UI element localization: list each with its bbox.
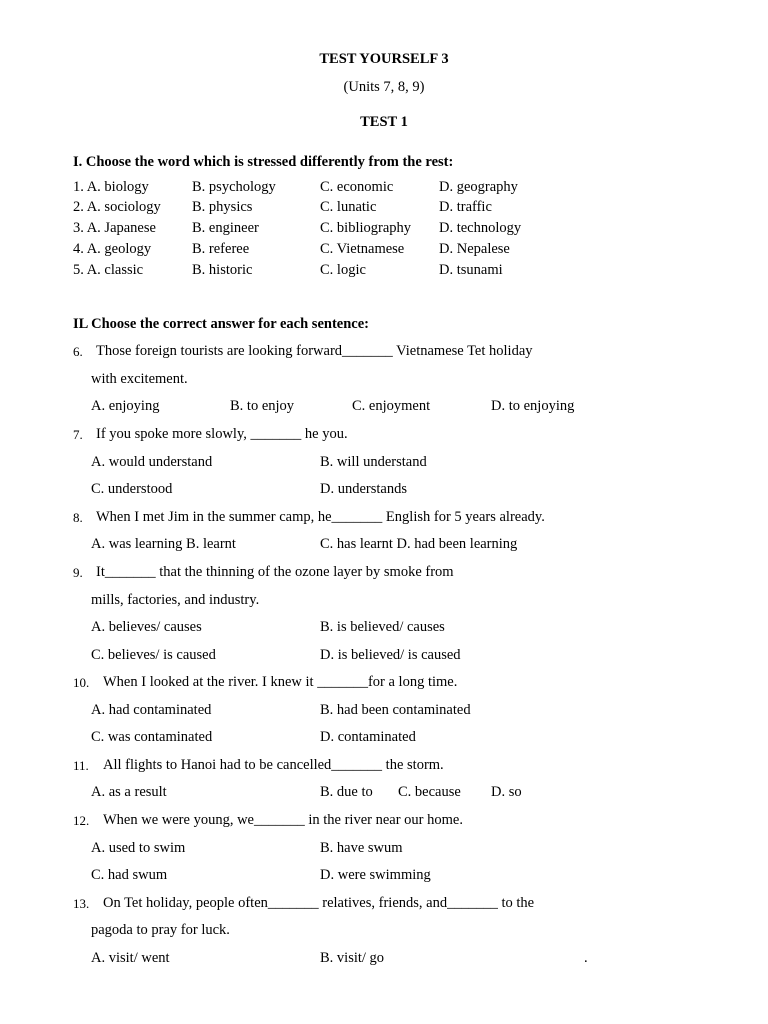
- test-title: TEST YOURSELF 3: [319, 51, 449, 67]
- question-number: 7.: [73, 427, 83, 442]
- test-number: TEST 1: [360, 114, 408, 130]
- option-a: A. as a result: [91, 784, 167, 800]
- option-a: 2. A. sociology: [73, 199, 161, 215]
- options-a-b: A. was learning B. learnt: [91, 536, 236, 552]
- question-text: When we were young, we_______ in the river near our home.: [103, 812, 463, 828]
- option-c: C. enjoyment: [352, 398, 431, 414]
- options-c-d: C. has learnt D. had been learning: [320, 536, 518, 552]
- question-text: It_______ that the thinning of the ozone layer by smoke from: [96, 564, 454, 580]
- option-d: D. tsunami: [439, 262, 503, 278]
- option-d: D. technology: [439, 220, 522, 236]
- option-a: 1. A. biology: [73, 179, 149, 195]
- option-b: B. is believed/ causes: [320, 619, 445, 635]
- question-text: Those foreign tourists are looking forward_______ Vietnamese Tet holiday: [96, 343, 533, 359]
- option-c: C. economic: [320, 179, 394, 195]
- option-b: B. physics: [192, 199, 253, 215]
- option-c: C. was contaminated: [91, 729, 213, 745]
- option-d: D. geography: [439, 179, 518, 195]
- question-text: If you spoke more slowly, _______ he you.: [96, 426, 348, 442]
- section-1-heading: I. Choose the word which is stressed differently from the rest:: [73, 154, 454, 170]
- option-b: B. historic: [192, 262, 253, 278]
- option-b: B. will understand: [320, 454, 427, 470]
- option-d: D. contaminated: [320, 729, 416, 745]
- option-a: 5. A. classic: [73, 262, 144, 278]
- option-b: B. engineer: [192, 220, 259, 236]
- option-a: 3. A. Japanese: [73, 220, 156, 236]
- option-d: D. to enjoying: [491, 398, 575, 414]
- question-number: 13.: [73, 896, 90, 911]
- option-d: D. Nepalese: [439, 241, 510, 257]
- option-b: B. have swum: [320, 840, 403, 856]
- option-a: A. used to swim: [91, 840, 186, 856]
- option-b: B. psychology: [192, 179, 276, 195]
- question-number: 12.: [73, 813, 90, 828]
- option-c: C. believes/ is caused: [91, 647, 216, 663]
- option-a: A. had contaminated: [91, 702, 212, 718]
- option-c: C. understood: [91, 481, 173, 497]
- option-a: 4. A. geology: [73, 241, 152, 257]
- question-number: 6.: [73, 344, 83, 359]
- option-d: D. were swimming: [320, 867, 431, 883]
- question-number: 10.: [73, 675, 90, 690]
- option-c: C. bibliography: [320, 220, 412, 236]
- question-number: 9.: [73, 565, 83, 580]
- question-text-continued: mills, factories, and industry.: [91, 592, 260, 608]
- option-b: B. visit/ go: [320, 950, 385, 966]
- question-number: 11.: [73, 758, 89, 773]
- option-c: C. had swum: [91, 867, 168, 883]
- question-text: When I met Jim in the summer camp, he_______ English for 5 years already.: [96, 509, 545, 525]
- option-a: A. visit/ went: [91, 950, 170, 966]
- option-d: D. so: [491, 784, 522, 800]
- option-d: D. is believed/ is caused: [320, 647, 461, 663]
- question-text: When I looked at the river. I knew it _______for a long time.: [103, 674, 458, 690]
- option-d: D. traffic: [439, 199, 492, 215]
- option-c: C. logic: [320, 262, 366, 278]
- question-number: 8.: [73, 510, 83, 525]
- option-c: C. lunatic: [320, 199, 377, 215]
- option-b: B. to enjoy: [230, 398, 295, 414]
- question-text-continued: with excitement.: [91, 371, 188, 387]
- option-b: B. had been contaminated: [320, 702, 471, 718]
- section-2-heading: IL Choose the correct answer for each sentence:: [73, 316, 369, 332]
- trailing-period: .: [584, 950, 588, 966]
- option-b: B. due to: [320, 784, 373, 800]
- option-a: A. enjoying: [91, 398, 160, 414]
- question-text: On Tet holiday, people often_______ relatives, friends, and_______ to the: [103, 895, 535, 911]
- option-b: B. referee: [192, 241, 250, 257]
- option-c: C. because: [398, 784, 461, 800]
- option-c: C. Vietnamese: [320, 241, 405, 257]
- question-text-continued: pagoda to pray for luck.: [91, 922, 230, 938]
- option-a: A. would understand: [91, 454, 213, 470]
- question-text: All flights to Hanoi had to be cancelled_______ the storm.: [103, 757, 444, 773]
- units-subtitle: (Units 7, 8, 9): [343, 79, 425, 95]
- option-d: D. understands: [320, 481, 407, 497]
- option-a: A. believes/ causes: [91, 619, 202, 635]
